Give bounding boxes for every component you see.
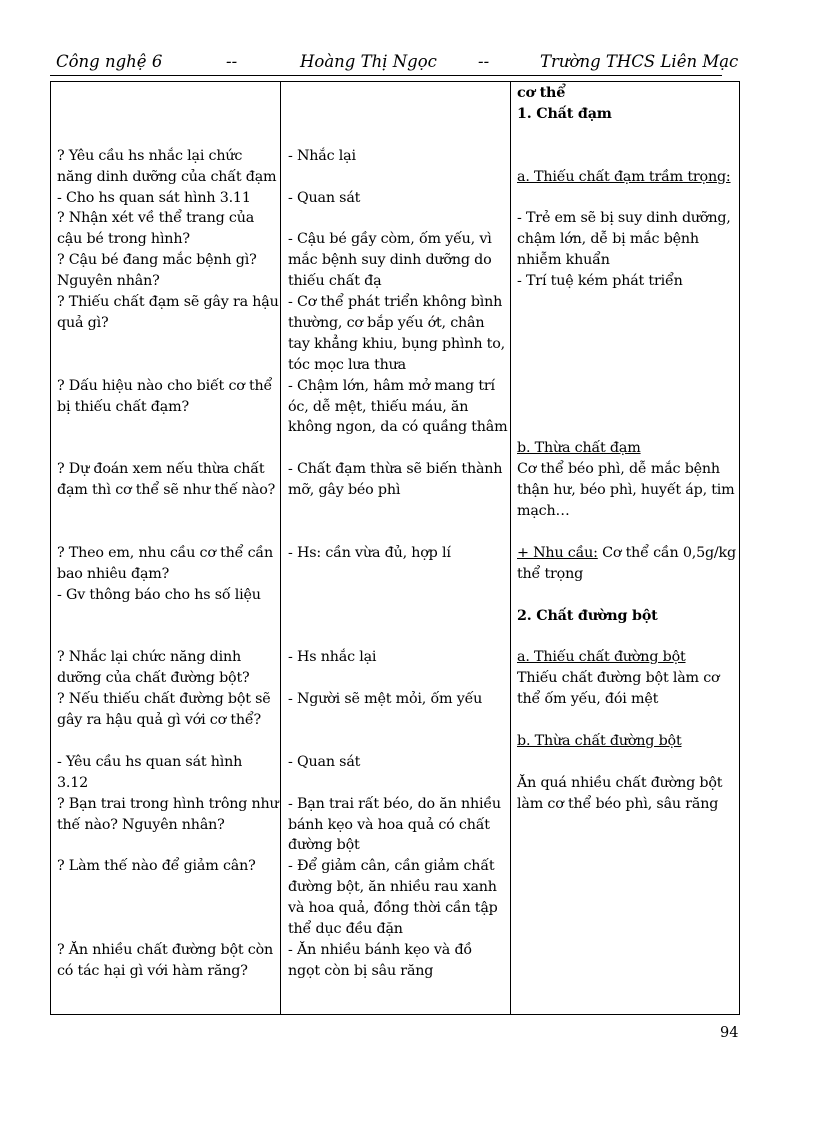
col2-line: - Ăn nhiều bánh kẹo và đồ (288, 941, 472, 958)
col1-line: gây ra hậu quả gì với cơ thể? (57, 712, 261, 728)
col2-line: - Người sẽ mệt mỏi, ốm yếu (288, 691, 483, 708)
col3-line: a. Thiếu chất đạm trầm trọng: (517, 168, 731, 185)
col2-line: - Để giảm cân, cần giảm chất (288, 858, 495, 875)
column-divider-2 (510, 82, 511, 1014)
col3-line: 2. Chất đường bột (517, 607, 658, 624)
col1-line: ? Dự đoán xem nếu thừa chất (57, 461, 265, 478)
col3-line: thận hư, béo phì, huyết áp, tim (517, 482, 735, 499)
col3-line: chậm lớn, dễ bị mắc bệnh (517, 231, 699, 248)
col1-line: ? Bạn trai trong hình trông như (57, 795, 279, 812)
col1-line: cậu bé trong hình? (57, 231, 190, 248)
col3-line: thể ốm yếu, đói mệt (517, 691, 659, 708)
header-separator-2: -- (478, 52, 490, 71)
col1-line: ? Dấu hiệu nào cho biết cơ thể (57, 377, 273, 394)
col1-line: ? Theo em, nhu cầu cơ thể cần (57, 544, 273, 561)
col1-line: thế nào? Nguyên nhân? (57, 816, 225, 833)
col2-line: - Nhắc lại (288, 147, 356, 164)
col2-line: - Cậu bé gầy còm, ốm yếu, vì (288, 231, 492, 248)
col3-line: thể trọng (517, 565, 584, 582)
col2-line: - Cơ thể phát triển không bình (288, 294, 503, 310)
col1-line: dưỡng của chất đường bột? (57, 670, 250, 687)
col2-line: - Bạn trai rất béo, do ăn nhiều (288, 795, 501, 812)
col2-line: đường bột, ăn nhiều rau xanh (288, 879, 497, 896)
col1-line: 3.12 (57, 774, 89, 791)
header-subject: Công nghệ 6 (56, 52, 163, 71)
col2-line: - Chậm lớn, hâm mở mang trí (288, 377, 495, 394)
col3-line: mạch… (517, 503, 570, 519)
col1-line: quả gì? (57, 314, 109, 331)
col3-line: b. Thừa chất đạm (517, 440, 641, 457)
col2-line: - Chất đạm thừa sẽ biến thành (288, 461, 503, 478)
col2-line: - Hs nhắc lại (288, 649, 377, 666)
col2-line: không ngon, da có quầng thâm (288, 419, 508, 436)
col2-line: thường, cơ bắp yếu ớt, chân (288, 314, 485, 331)
col1-line: năng dinh dưỡng của chất đạm (57, 168, 277, 185)
col2-line: đường bột (288, 837, 360, 854)
col2-line: mắc bệnh suy dinh dưỡng do (288, 252, 492, 269)
column-divider-1 (280, 82, 281, 1014)
col2-line: - Hs: cần vừa đủ, hợp lí (288, 544, 451, 561)
col2-line: thiếu chất đạ (288, 273, 382, 290)
col1-line: - Gv thông báo cho hs số liệu (57, 586, 261, 603)
header-school: Trường THCS Liên Mạc (540, 52, 739, 71)
col3-line: a. Thiếu chất đường bột (517, 649, 686, 666)
col1-line: có tác hại gì với hàm răng? (57, 962, 248, 979)
col1-line: đạm thì cơ thể sẽ như thế nào? (57, 482, 276, 499)
col2-line: óc, dễ mệt, thiếu máu, ăn (288, 398, 469, 415)
col1-line: - Yêu cầu hs quan sát hình (57, 753, 243, 770)
col2-line: ngọt còn bị sâu răng (288, 962, 434, 979)
col2-line: thể dục đều đặn (288, 921, 403, 937)
header-rule (50, 75, 722, 76)
col2-line: - Quan sát (288, 753, 361, 770)
col1-line: bao nhiêu đạm? (57, 565, 170, 582)
header-teacher: Hoàng Thị Ngọc (300, 52, 437, 71)
col2-line: và hoa quả, đồng thời cần tập (288, 900, 498, 917)
col2-line: tóc mọc lưa thưa (288, 356, 406, 373)
nhu-cau-label: + Nhu cầu: (517, 544, 598, 561)
header-separator-1: -- (226, 52, 238, 71)
col1-line: ? Ăn nhiều chất đường bột còn (57, 941, 274, 958)
col3-line (517, 543, 736, 564)
col3-line: cơ thể (517, 85, 566, 101)
col2-line: mỡ, gây béo phì (288, 482, 401, 499)
col3-line: nhiễm khuẩn (517, 252, 610, 269)
col1-line: - Cho hs quan sát hình 3.11 (57, 189, 251, 206)
col3-line: - Trí tuệ kém phát triển (517, 273, 683, 290)
col1-line: bị thiếu chất đạm? (57, 398, 189, 415)
page-number: 94 (720, 1025, 739, 1041)
col3-line: Thiếu chất đường bột làm cơ (517, 670, 720, 687)
col1-line: ? Nếu thiếu chất đường bột sẽ (57, 691, 271, 708)
col3-line: 1. Chất đạm (517, 105, 612, 122)
col1-line: ? Nhắc lại chức năng dinh (57, 649, 241, 666)
col3-line: làm cơ thể béo phì, sâu răng (517, 795, 719, 812)
col2-line: bánh kẹo và hoa quả có chất (288, 816, 490, 833)
col3-line: b. Thừa chất đường bột (517, 732, 682, 749)
col1-line: ? Thiếu chất đạm sẽ gây ra hậu (57, 294, 279, 310)
col1-line: ? Yêu cầu hs nhắc lại chức (57, 147, 243, 164)
col1-line: ? Cậu bé đang mắc bệnh gì? (57, 252, 257, 269)
col1-line: ? Nhận xét về thể trang của (57, 210, 255, 227)
col1-line: Nguyên nhân? (57, 273, 160, 290)
col2-line: tay khẳng khiu, bụng phình to, (288, 335, 505, 352)
col2-line: - Quan sát (288, 189, 361, 206)
col1-line: ? Làm thế nào để giảm cân? (57, 858, 256, 875)
col3-line: - Trẻ em sẽ bị suy dinh dưỡng, (517, 210, 731, 227)
col3-line: Ăn quá nhiều chất đường bột (517, 774, 723, 791)
col3-line: Cơ thể béo phì, dễ mắc bệnh (517, 461, 720, 478)
nhu-cau-value: Cơ thể cần 0,5g/kg (597, 544, 736, 561)
